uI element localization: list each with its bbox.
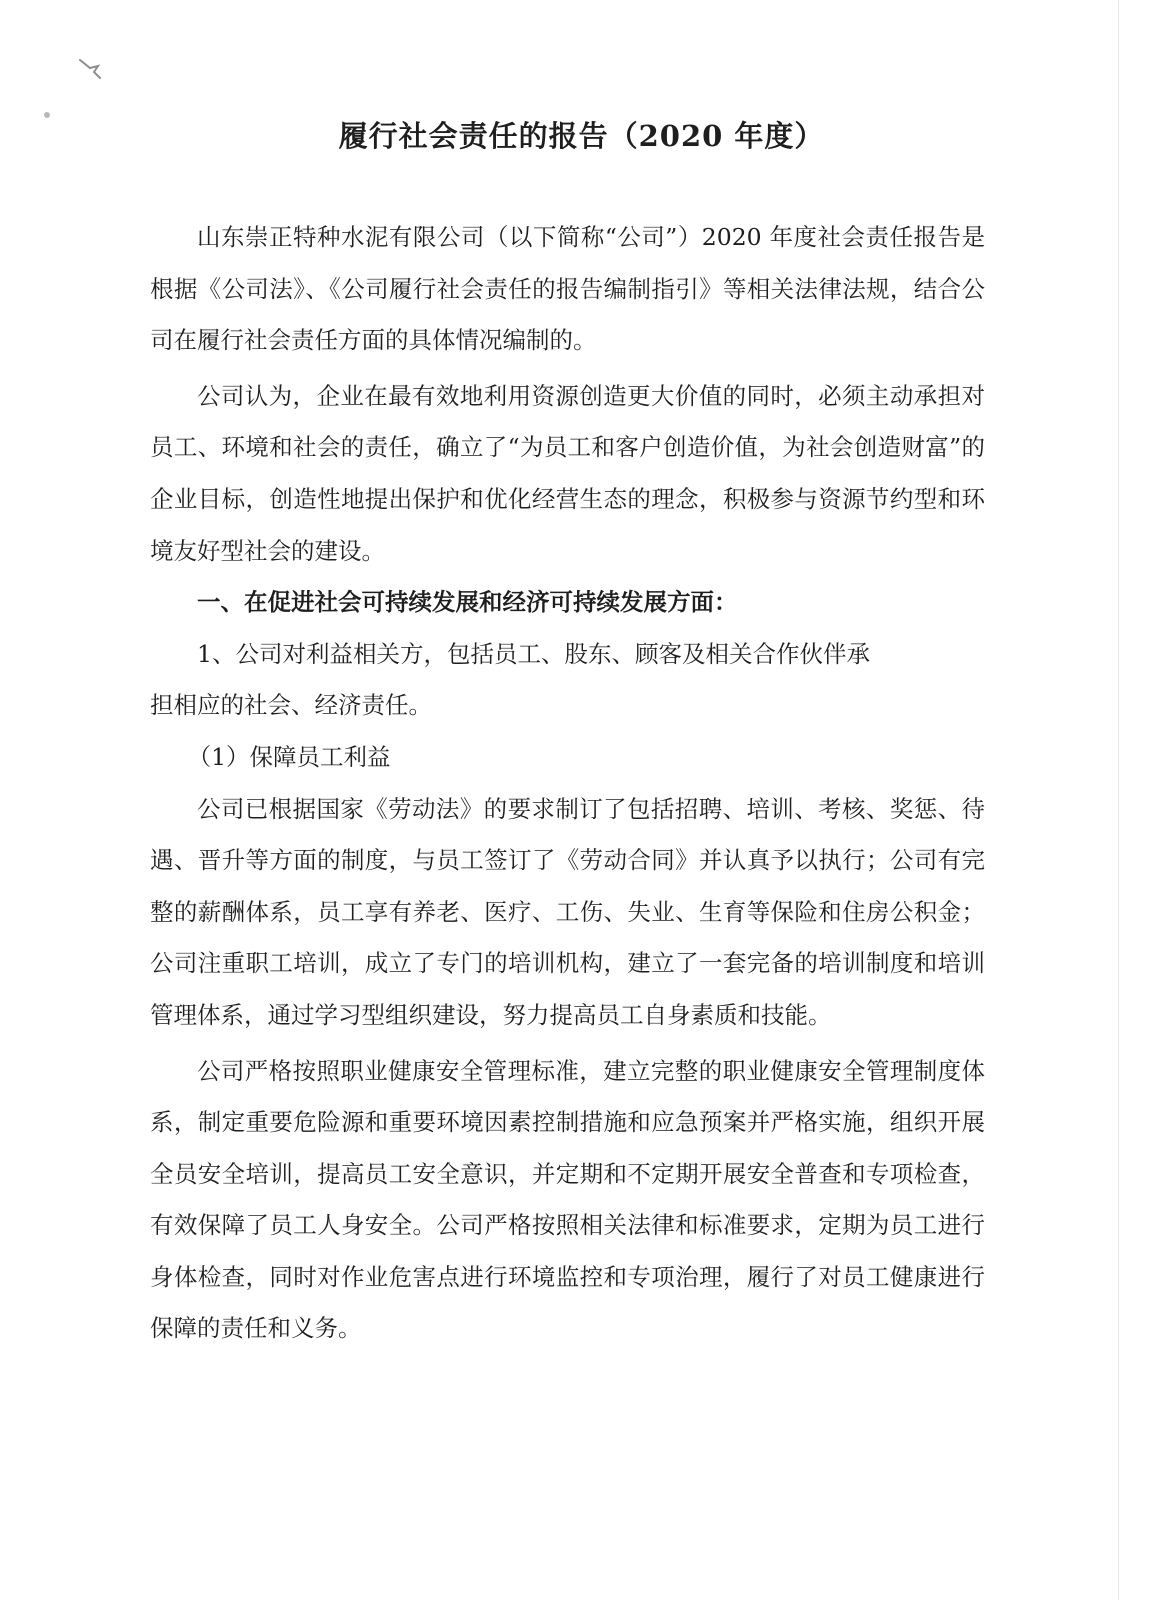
scan-speck-mark — [78, 58, 102, 80]
document-body — [150, 212, 985, 1355]
item-1-line-1: 1、公司对利益相关方，包括员工、股东、顾客及相关合作伙伴承 — [197, 639, 870, 668]
section-heading-1: 一、在促进社会可持续发展和经济可持续发展方面： — [197, 588, 738, 617]
paragraph-belief: 公司认为，企业在最有效地利用资源创造更大价值的同时，必须主动承担对员工、环境和社会的责任，确立了“为员工和客户创造价值，为社会创造财富”的企业目标，创造性地提出保护和优化经营生态的理念，积极参与资源节约型和环境友好型社会的建设。 — [150, 381, 985, 565]
paragraph-safety: 公司严格按照职业健康安全管理标准，建立完整的职业健康安全管理制度体系，制定重要危险源和重要环境因素控制措施和应急预案并严格实施，组织开展全员安全培训，提高员工安全意识，并定期和不定期开展安全普查和专项检查，有效保障了员工人身安全。公司严格按照相关法律和标准要求，定期为员工进行身体检查，同时对作业危害点进行环境监控和专项治理，履行了对员工健康进行保障的责任和义务。 — [150, 1056, 985, 1343]
item-1-line-2: 担相应的社会、经济责任。 — [150, 691, 432, 720]
scan-edge-line — [1118, 0, 1119, 1600]
paragraph-intro: 山东崇正特种水泥有限公司（以下简称“公司”）2020 年度社会责任报告是根据《公司法》、《公司履行社会责任的报告编制指引》等相关法律法规，结合公司在履行社会责任方面的具体情况编制的。 — [150, 223, 985, 355]
document-title: 履行社会责任的报告（2020 年度） — [338, 119, 825, 153]
paragraph-labor: 公司已根据国家《劳动法》的要求制订了包括招聘、培训、考核、奖惩、待遇、晋升等方面的制度，与员工签订了《劳动合同》并认真予以执行；公司有完整的薪酬体系，员工享有养老、医疗、工伤、失业、生育等保险和住房公积金；公司注重职工培训，成立了专门的培训机构，建立了一套完备的培训制度和培训管理体系，通过学习型组织建设，努力提高员工自身素质和技能。 — [150, 794, 985, 1029]
subsection-heading-1: （1）保障员工利益 — [187, 742, 391, 771]
